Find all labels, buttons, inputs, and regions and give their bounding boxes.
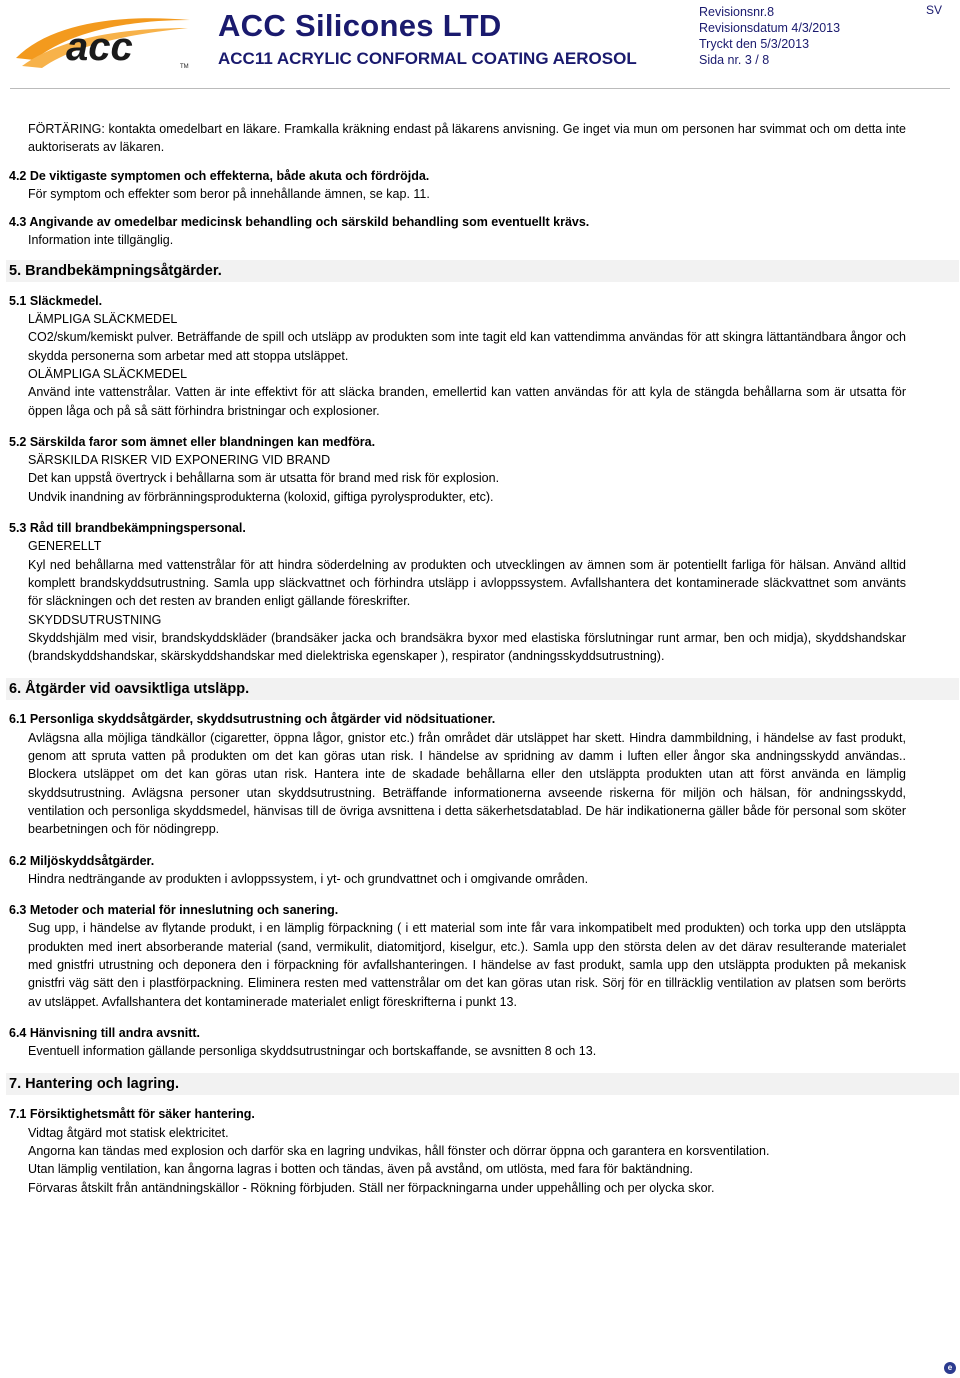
unsuitable-media-label: OLÄMPLIGA SLÄCKMEDEL [28,366,188,381]
subsection-7-1-text-3: Utan lämplig ventilation, kan ångorna lagras i botten och tändas, även på avstånd, om utlösta, med fara för baktändning. [28,1162,693,1177]
general-text: Kyl ned behållarna med vattenstrålar för att hindra söderdelning av produkten och utvecklingen av ämnen som är potentiellt farliga för hälsan. Använd alltid komplett brandskyddsutrustning. Samla upp släckvattnet och förhindra utsläpp i avloppssystem. Avfallshantera det kontaminerade släckvattnet som använts för släckningen och det resten av branden enligt gällande föreskrifter. [28,557,906,609]
subsection-4-3-text: Information inte tillgänglig. [28,233,174,248]
print-date: Tryckt den 5/3/2013 [699,37,810,51]
language-code: SV [925,3,942,17]
document-body [9,120,906,1197]
suitable-media-text: CO2/skum/kemiskt pulver. Beträffande de spill och utsläpp av produkten som inte tagit eld kan vattendimma användas för att skingra lättantändbara ångor och skydda personerna som arbetar med att stoppa utsläppet. [28,330,906,363]
subsection-5-3-heading: 5.3 Råd till brandbekämpningspersonal. [9,521,246,536]
subsection-7-1-text-1: Vidtag åtgärd mot statisk elektricitet. [28,1125,229,1140]
svg-text:TM: TM [180,64,189,70]
corner-seal-icon: e [944,1362,956,1374]
protective-equipment-text: Skyddshjälm med visir, brandskyddskläder (brandsäker jacka och brandsäkra byxor med elastiska förslutningar runt armar, ben och midja), skyddshandskar (brandskyddshandskar, skärskyddshandskar med dielektriska egenskaper ), respirator (andningsskyddsutrustning). [28,630,906,664]
subsection-4-2-text: För symptom och effekter som beror på innehållande ämnen, se kap. 11. [28,186,430,201]
subsection-6-4-text: Eventuell information gällande personliga skyddsutrustningar och bortskaffande, se avsnitten 8 och 13. [28,1044,597,1059]
subsection-6-4-heading: 6.4 Hänvisning till andra avsnitt. [9,1025,201,1040]
subsection-6-1-text: Avlägsna alla möjliga tändkällor (cigaretter, öppna lågor, gnistor etc.) från området där utsläppet har skett. Hindra dammbildning, i händelse av fast produkt, genom att spruta vatten på produkten om det kan göras utan risk. I händelse av spridning av damm i luften eller ångor ska andningsskydd användas.. Blockera utsläppet om det kan göras utan risk. Hantera inte de skadade behållarna eller den utsläppta produkten utan att först använda en lämplig skyddsutrustning. Avlägsna personer utan skyddsutrustning. Beträffande informationerna avseende riskerna för miljön och hälsan, för andningsskydd, ventilation och personliga skyddsmedel, hänvisas till de övriga avsnittena i detta säkerhetsdatablad. De här indikationerna gäller både för personal som sköter bearbetningen och för nödingrepp. [28,730,906,837]
document-header [0,0,960,82]
page-number: Sida nr. 3 / 8 [699,53,770,67]
header-divider [10,88,950,89]
revision-info [699,4,840,68]
subsection-7-1-text-4: Förvaras åtskilt från antändningskällor - Rökning förbjuden. Ställ ner förpackningarna under uppehålling och per olycka skor. [28,1180,715,1195]
section-6-heading: 6. Åtgärder vid oavsiktliga utsläpp. [6,678,959,700]
special-risks-label: SÄRSKILDA RISKER VID EXPONERING VID BRAND [28,453,331,468]
protective-equipment-label: SKYDDSUTRUSTNING [28,612,162,627]
special-risks-text-1: Det kan uppstå övertryck i behållarna som är utsatta för brand med risk för explosion. [28,471,500,486]
subsection-7-1-heading: 7.1 Försiktighetsmått för säker hantering. [9,1107,255,1122]
subsection-6-3-text: Sug upp, i händelse av flytande produkt, i en lämplig förpackning ( i ett material som inte får vara inkompatibelt med produkten) och torka upp den utsläppta produkten med inert absorberande material (sand, vermikulit, diatomitjord, kiselgur, etc.). Samla upp den största delen av det därav resulterande materialet med gnistfri utrustning och deponera den i förpackning för avfallshanteringen. I händelse av fast produkt, samla upp den utsläppta produkten på mekanisk gnistfri väg sätt den i plastförpackning. Eliminera resten med vattenstrålar om det kan göras utan risk. Sörj för en tillräcklig ventilation av platsen som berörts av utsläppet. Avfallshantera det kontaminerade materialet enligt föreskrifterna i punkt 13. [28,921,906,1009]
revision-date: Revisionsdatum 4/3/2013 [699,21,841,35]
subsection-7-1-text-2: Angorna kan tändas med explosion och darför ska en lagring undvikas, håll fönster och dörrar öppna och garantera en korsventilation. [28,1144,770,1159]
acc-logo [12,14,192,72]
ingestion-text: FÖRTÄRING: kontakta omedelbart en läkare. Framkalla kräkning endast på läkarens anvisning. Ge inget via mun om personen har svimmat och om detta inte auktoriserats av läkaren. [28,122,906,155]
section-5-heading: 5. Brandbekämpningsåtgärder. [6,260,959,282]
revision-number: Revisionsnr.8 [699,5,775,19]
subsection-6-1-heading: 6.1 Personliga skyddsåtgärder, skyddsutrustning och åtgärder vid nödsituationer. [9,712,496,727]
subsection-4-3-heading: 4.3 Angivande av omedelbar medicinsk behandling och särskild behandling som eventuellt krävs. [9,215,590,230]
general-label: GENERELLT [28,539,102,554]
product-name: ACC11 ACRYLIC CONFORMAL COATING AEROSOL [218,49,637,68]
company-name: ACC Silicones LTD [218,8,502,43]
unsuitable-media-text: Använd inte vattenstrålar. Vatten är inte effektivt för att släcka branden, emellertid kan vatten användas för att kyla de stängda behållarna som är utsatta för öppen låga och på så sätt förhindra bristningar och explosioner. [28,385,906,418]
subsection-4-2-heading: 4.2 De viktigaste symptomen och effekterna, både akuta och fördröjda. [9,168,430,183]
suitable-media-label: LÄMPLIGA SLÄCKMEDEL [28,312,178,327]
subsection-6-2-text: Hindra nedträngande av produkten i avloppssystem, i yt- och grundvattnet och i omgivande områden. [28,871,589,886]
subsection-6-2-heading: 6.2 Miljöskyddsåtgärder. [9,853,155,868]
subsection-5-1-heading: 5.1 Släckmedel. [9,293,103,308]
logo-wordmark: acc [66,25,133,69]
special-risks-text-2: Undvik inandning av förbränningsprodukterna (koloxid, giftiga pyrolysprodukter, etc). [28,489,494,504]
section-7-heading: 7. Hantering och lagring. [6,1073,959,1095]
subsection-6-3-heading: 6.3 Metoder och material för inneslutning och sanering. [9,903,339,918]
subsection-5-2-heading: 5.2 Särskilda faror som ämnet eller blandningen kan medföra. [9,434,376,449]
